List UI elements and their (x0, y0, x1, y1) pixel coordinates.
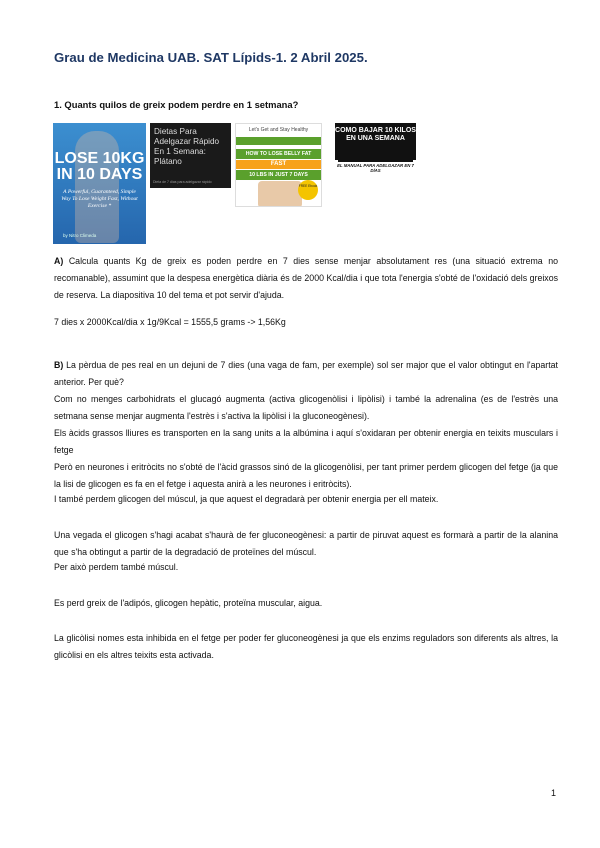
cover-seal: FREE Ebook (298, 180, 318, 200)
answer-paragraph: Els àcids grassos lliures es transporten en la sang units a la albúmina i aquí s'oxidaran per obtenir energia en teixits musculars i fetge (54, 428, 558, 455)
answer-paragraph: La glicòlisi nomes esta inhibida en el fetge per poder fer gluconeogènesi ja que els enzims reguladors son diferents als altres, la glicòlisi en els altres teixits esta activada. (54, 633, 558, 660)
torso-illustration (75, 131, 119, 243)
cover-band (236, 137, 321, 145)
book-cover-belly-fat (235, 123, 322, 207)
page-number: 1 (551, 788, 557, 798)
book-cover-como-bajar (335, 123, 416, 160)
cover-title: Dietas Para Adelgazar Rápido En 1 Semana: Plátano (154, 127, 220, 166)
cover-subtitle: A Powerful, Guaranteed, Simple Way To Lose Weight Fast, Without Exercise * (61, 189, 138, 209)
cover-small-text: Dieta de 7 días para adelgazar rápido (153, 180, 212, 184)
cover-rule (338, 160, 413, 162)
answer-paragraph: Es perd greix de l'adipós, glicogen hepàtic, proteïna muscular, aigua. (54, 598, 323, 608)
book-cover-dietas (150, 123, 231, 188)
part-b-prompt (54, 357, 558, 391)
answer-paragraph: I també perdem glicogen del múscul, ja que aquest el degradarà per obtenir energia per ell mateix. (54, 494, 439, 504)
answer-paragraph: Com no menges carbohidrats el glucagó augmenta (activa glicogenòlisi i lipòlisi) i també la adrenalina (es de l'estrès una setmana sense menjar augmenta l'estrès i s'activa la lipòlisi i la gluconeogènesi). (54, 394, 558, 421)
belly-illustration (258, 181, 302, 207)
book-cover-lose-10kg (53, 123, 146, 244)
cover-tagline: Let's Get and Stay Healthy (248, 127, 309, 133)
part-a-text: Calcula quants Kg de greix es poden perdre en 7 dies sense menjar absolutament res (una situació extrema no recomanable), assumint que la despesa energètica diària és de 2000 Kcal/dia i que tota l'energia s'obté de l'oxidació dels greixos de reserva. La diapositiva 10 del tema et pot servir d'ajuda. (54, 256, 558, 300)
cover-subtitle: EL MANUAL PARA ADELGAZAR EN 7 DÍAS (337, 163, 414, 173)
part-b-label: B) (54, 360, 64, 370)
cover-line-1: HOW TO LOSE BELLY FAT (236, 149, 321, 159)
cover-line-2: FAST (236, 160, 321, 169)
cover-title: COMO BAJAR 10 KILOS EN UNA SEMANA (335, 127, 416, 142)
document-title: Grau de Medicina UAB. SAT Lípids-1. 2 Abril 2025. (54, 50, 368, 65)
part-a-prompt (54, 253, 558, 304)
part-b-text: La pèrdua de pes real en un dejuni de 7 dies (una vaga de fam, per exemple) sol ser major que el valor obtingut en l'apartat anterior. Per què? (54, 360, 558, 387)
answer-paragraph: Però en neurones i eritròcits no s'obté de l'àcid grassos sinó de la glicogenòlisi, per tant primer perdem glicogen del fetge (ja que la lisi de glicogen es fa en el fetge i aquesta anirà a les neurones i eritròcits). (54, 462, 558, 489)
part-a-calculation: 7 dies x 2000Kcal/dia x 1g/9Kcal = 1555,5 grams -> 1,56Kg (54, 317, 286, 327)
answer-paragraph: Una vegada el glicogen s'hagi acabat s'haurà de fer gluconeogènesi: a partir de piruvat aquest es formarà a partir de la alanina que s'ha obtingut a partir de la degradació de proteïnes del múscul. (54, 530, 558, 557)
cover-author: by Nitro Climeda (63, 233, 97, 238)
cover-title: LOSE 10KG IN 10 DAYS (54, 150, 145, 183)
question-heading: 1. Quants quilos de greix podem perdre en 1 setmana? (54, 99, 299, 110)
part-a-label: A) (54, 256, 64, 266)
book-cover-como-bajar-sub (335, 160, 416, 178)
cover-line-3: 10 LBS IN JUST 7 DAYS (236, 170, 321, 180)
answer-paragraph: Per això perdem també múscul. (54, 562, 179, 572)
